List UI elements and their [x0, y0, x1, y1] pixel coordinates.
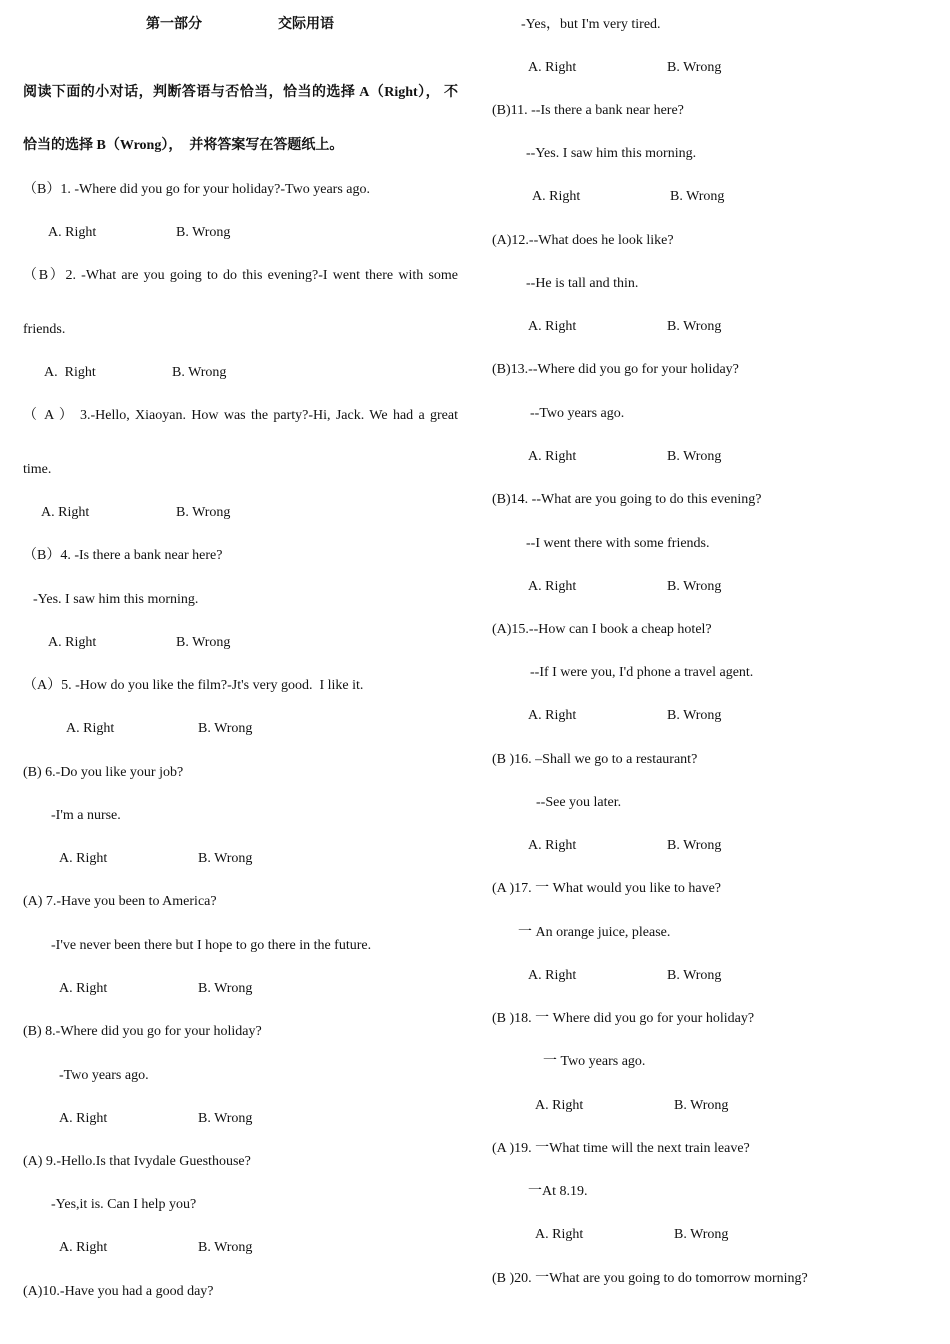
question-16-option-b: B. Wrong — [667, 838, 722, 853]
question-19-reply: 一At 8.19. — [528, 1184, 588, 1199]
question-5: （A）5. -How do you like the film?-Jt's very good. I like it. — [23, 678, 364, 693]
question-19-option-b: B. Wrong — [674, 1227, 729, 1242]
question-10-option-b: B. Wrong — [667, 60, 722, 75]
question-19-option-a: A. Right — [535, 1227, 584, 1242]
question-20: (B )20. 一What are you going to do tomorrow morning? — [492, 1271, 808, 1286]
section-heading: 交际用语 — [278, 17, 334, 32]
question-14-option-a: A. Right — [528, 579, 577, 594]
question-2-option-b: B. Wrong — [172, 365, 227, 380]
question-9-option-a: A. Right — [59, 1240, 108, 1255]
question-5-option-a: A. Right — [66, 721, 115, 736]
question-8-option-b: B. Wrong — [198, 1111, 253, 1126]
question-3-line-1: （ A ） 3.-Hello, Xiaoyan. How was the party?-Hi, Jack. We had a great — [23, 408, 458, 423]
question-14-option-b: B. Wrong — [667, 579, 722, 594]
question-8-reply: -Two years ago. — [59, 1068, 149, 1083]
question-19: (A )19. 一What time will the next train leave? — [492, 1141, 750, 1156]
question-17-option-a: A. Right — [528, 968, 577, 983]
question-7: (A) 7.-Have you been to America? — [23, 894, 217, 909]
question-15: (A)15.--How can I book a cheap hotel? — [492, 622, 712, 637]
question-18-option-a: A. Right — [535, 1098, 584, 1113]
instructions-line-1: 阅读下面的小对话，判断答语与否恰当，恰当的选择 A（Right）， 不 — [23, 85, 458, 100]
question-3-option-a: A. Right — [41, 505, 90, 520]
question-16-reply: --See you later. — [536, 795, 622, 810]
question-15-reply: --If I were you, I'd phone a travel agent. — [530, 665, 754, 680]
question-10-reply: -Yes，but I'm very tired. — [521, 17, 661, 32]
question-1-option-a: A. Right — [48, 225, 97, 240]
question-7-option-b: B. Wrong — [198, 981, 253, 996]
question-3-option-b: B. Wrong — [176, 505, 231, 520]
question-13-option-a: A. Right — [528, 449, 577, 464]
question-4: （B）4. -Is there a bank near here? — [23, 548, 223, 563]
question-18: (B )18. 一 Where did you go for your holiday? — [492, 1011, 755, 1026]
instructions-line-2: 恰当的选择 B（Wrong）， 并将答案写在答题纸上。 — [23, 138, 344, 153]
question-7-reply: -I've never been there but I hope to go there in the future. — [51, 938, 372, 953]
question-15-option-b: B. Wrong — [667, 708, 722, 723]
question-4-reply: -Yes. I saw him this morning. — [33, 592, 199, 607]
question-12-reply: --He is tall and thin. — [526, 276, 639, 291]
question-8: (B) 8.-Where did you go for your holiday? — [23, 1024, 262, 1039]
question-7-option-a: A. Right — [59, 981, 108, 996]
question-12-option-b: B. Wrong — [667, 319, 722, 334]
question-17-reply: 一 An orange juice, please. — [518, 925, 671, 940]
question-6-option-b: B. Wrong — [198, 851, 253, 866]
question-5-option-b: B. Wrong — [198, 721, 253, 736]
question-13-option-b: B. Wrong — [667, 449, 722, 464]
question-13-reply: --Two years ago. — [530, 406, 625, 421]
question-1-option-b: B. Wrong — [176, 225, 231, 240]
question-8-option-a: A. Right — [59, 1111, 108, 1126]
question-13: (B)13.--Where did you go for your holiday? — [492, 362, 739, 377]
question-18-reply: 一 Two years ago. — [543, 1054, 646, 1069]
part-heading: 第一部分 — [146, 17, 202, 32]
question-16: (B )16. –Shall we go to a restaurant? — [492, 752, 698, 767]
question-14: (B)14. --What are you going to do this evening? — [492, 492, 762, 507]
question-10-option-a: A. Right — [528, 60, 577, 75]
question-10: (A)10.-Have you had a good day? — [23, 1284, 214, 1299]
question-12-option-a: A. Right — [528, 319, 577, 334]
question-18-option-b: B. Wrong — [674, 1098, 729, 1113]
question-6-option-a: A. Right — [59, 851, 108, 866]
question-9-option-b: B. Wrong — [198, 1240, 253, 1255]
question-2-line-1: （B）2. -What are you going to do this evening?-I went there with some — [23, 268, 458, 283]
question-17: (A )17. 一 What would you like to have? — [492, 881, 722, 896]
question-3-line-2: time. — [23, 462, 52, 477]
question-17-option-b: B. Wrong — [667, 968, 722, 983]
question-11: (B)11. --Is there a bank near here? — [492, 103, 684, 118]
question-16-option-a: A. Right — [528, 838, 577, 853]
question-15-option-a: A. Right — [528, 708, 577, 723]
question-1: （B）1. -Where did you go for your holiday?-Two years ago. — [23, 182, 370, 197]
question-9: (A) 9.-Hello.Is that Ivydale Guesthouse? — [23, 1154, 251, 1169]
question-11-option-a: A. Right — [532, 189, 581, 204]
question-4-option-a: A. Right — [48, 635, 97, 650]
question-11-option-b: B. Wrong — [670, 189, 725, 204]
question-9-reply: -Yes,it is. Can I help you? — [51, 1197, 197, 1212]
question-2-line-2: friends. — [23, 322, 66, 337]
question-6-reply: -I'm a nurse. — [51, 808, 121, 823]
question-4-option-b: B. Wrong — [176, 635, 231, 650]
question-11-reply: --Yes. I saw him this morning. — [526, 146, 697, 161]
question-6: (B) 6.-Do you like your job? — [23, 765, 184, 780]
question-14-reply: --I went there with some friends. — [526, 536, 710, 551]
question-12: (A)12.--What does he look like? — [492, 233, 674, 248]
question-2-option-a: A. Right — [44, 365, 96, 380]
